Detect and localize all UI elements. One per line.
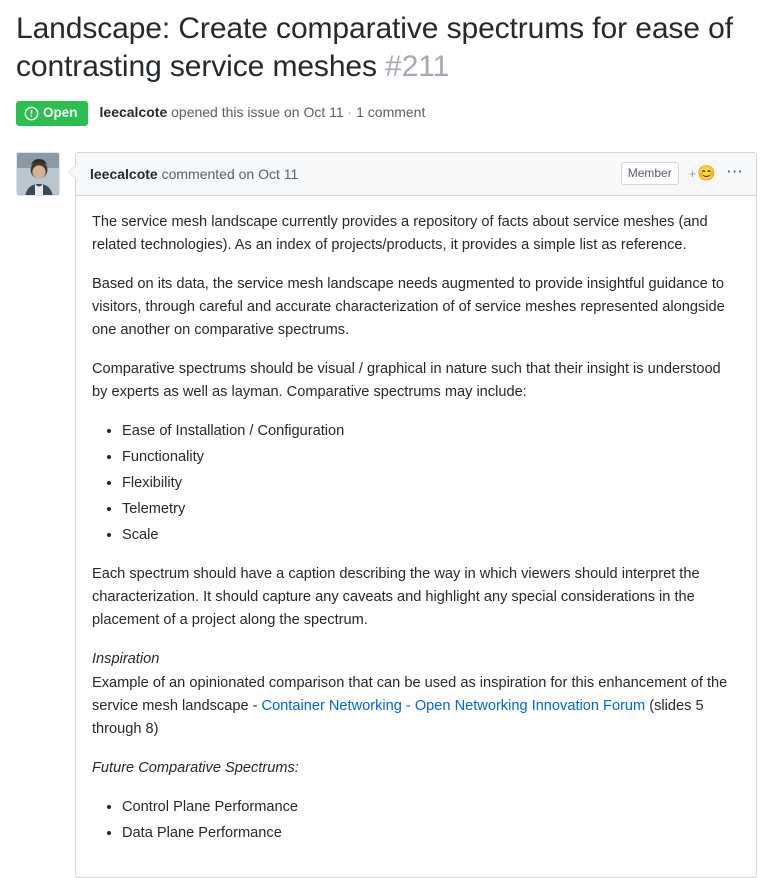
comment-header — [76, 153, 756, 196]
add-reaction-button[interactable] — [689, 166, 716, 181]
comment-body — [76, 196, 756, 877]
reaction-plus-label: + — [688, 166, 697, 182]
future-spectrum-list — [92, 796, 740, 845]
kebab-horizontal-icon[interactable]: ⋯ — [726, 161, 744, 181]
user-avatar-icon — [17, 153, 60, 196]
spectrum-list — [92, 420, 740, 547]
inspiration-text-after: (slides 5 through 8) — [92, 697, 704, 737]
comment-count: 1 comment — [356, 104, 426, 121]
list-item: • Control Plane Performance — [122, 796, 740, 819]
future-spectrums-heading-text: Future Comparative Spectrums: — [92, 759, 299, 776]
comment-timeline — [0, 126, 773, 878]
comment-card — [75, 152, 757, 878]
inspiration-text-before: Example of an opinionated comparison that can be used as inspiration for this enhancement of the service mesh landscape - — [92, 674, 728, 714]
comment-timestamp: commented on Oct 11 — [161, 165, 299, 182]
status-badge — [16, 101, 88, 126]
body-paragraph-4: Each spectrum should have a caption describing the way in which viewers should interpret the characterization. It should capture any caveats and highlight any special considerations in the placement of a project along the spectrum. — [92, 566, 700, 629]
member-badge: Member — [621, 162, 679, 185]
inspiration-heading-text: Inspiration — [92, 651, 160, 668]
issue-author-link[interactable]: leecalcote — [99, 104, 168, 121]
issue-meta-row — [0, 87, 773, 126]
inspiration-link[interactable]: Container Networking - Open Networking Innovation Forum — [261, 697, 646, 714]
issue-opened-icon — [24, 106, 39, 121]
future-spectrums-heading — [92, 757, 740, 780]
status-badge-label: Open — [43, 104, 78, 120]
inspiration-heading — [92, 648, 740, 671]
issue-title-text: Landscape: Create comparative spectrums for ease of contrasting service meshes — [16, 12, 733, 84]
list-item: • Data Plane Performance — [122, 822, 740, 845]
page-title — [16, 10, 757, 87]
list-item: • Telemetry — [122, 498, 740, 521]
comment-actions — [621, 162, 744, 185]
avatar[interactable] — [16, 152, 60, 196]
body-paragraph-1: The service mesh landscape currently provides a repository of facts about service meshes (and related technologies). As an index of projects/products, it provides a simple list as reference. — [92, 213, 708, 253]
list-item: • Ease of Installation / Configuration — [122, 420, 740, 443]
body-paragraph-3: Comparative spectrums should be visual / graphical in nature such that their insight is understood by experts as well as layman. Comparative spectrums may include: — [92, 361, 721, 401]
issue-header — [0, 0, 773, 87]
list-item: • Scale — [122, 524, 740, 547]
smiley-icon: 😊 — [697, 165, 716, 183]
issue-action-text: opened this issue on Oct 11 — [171, 104, 344, 121]
issue-meta-text — [100, 103, 426, 123]
body-paragraph-2: Based on its data, the service mesh landscape needs augmented to provide insightful guidance to visitors, through careful and accurate characterization of of service meshes represented alongside one another on comparative spectrums. — [92, 275, 725, 338]
issue-number: #211 — [385, 50, 450, 84]
list-item: • Functionality — [122, 446, 740, 469]
body-paragraph-5 — [92, 672, 740, 741]
list-item: • Flexibility — [122, 472, 740, 495]
meta-separator: · — [347, 104, 353, 121]
comment-author-link[interactable]: leecalcote — [90, 165, 158, 182]
